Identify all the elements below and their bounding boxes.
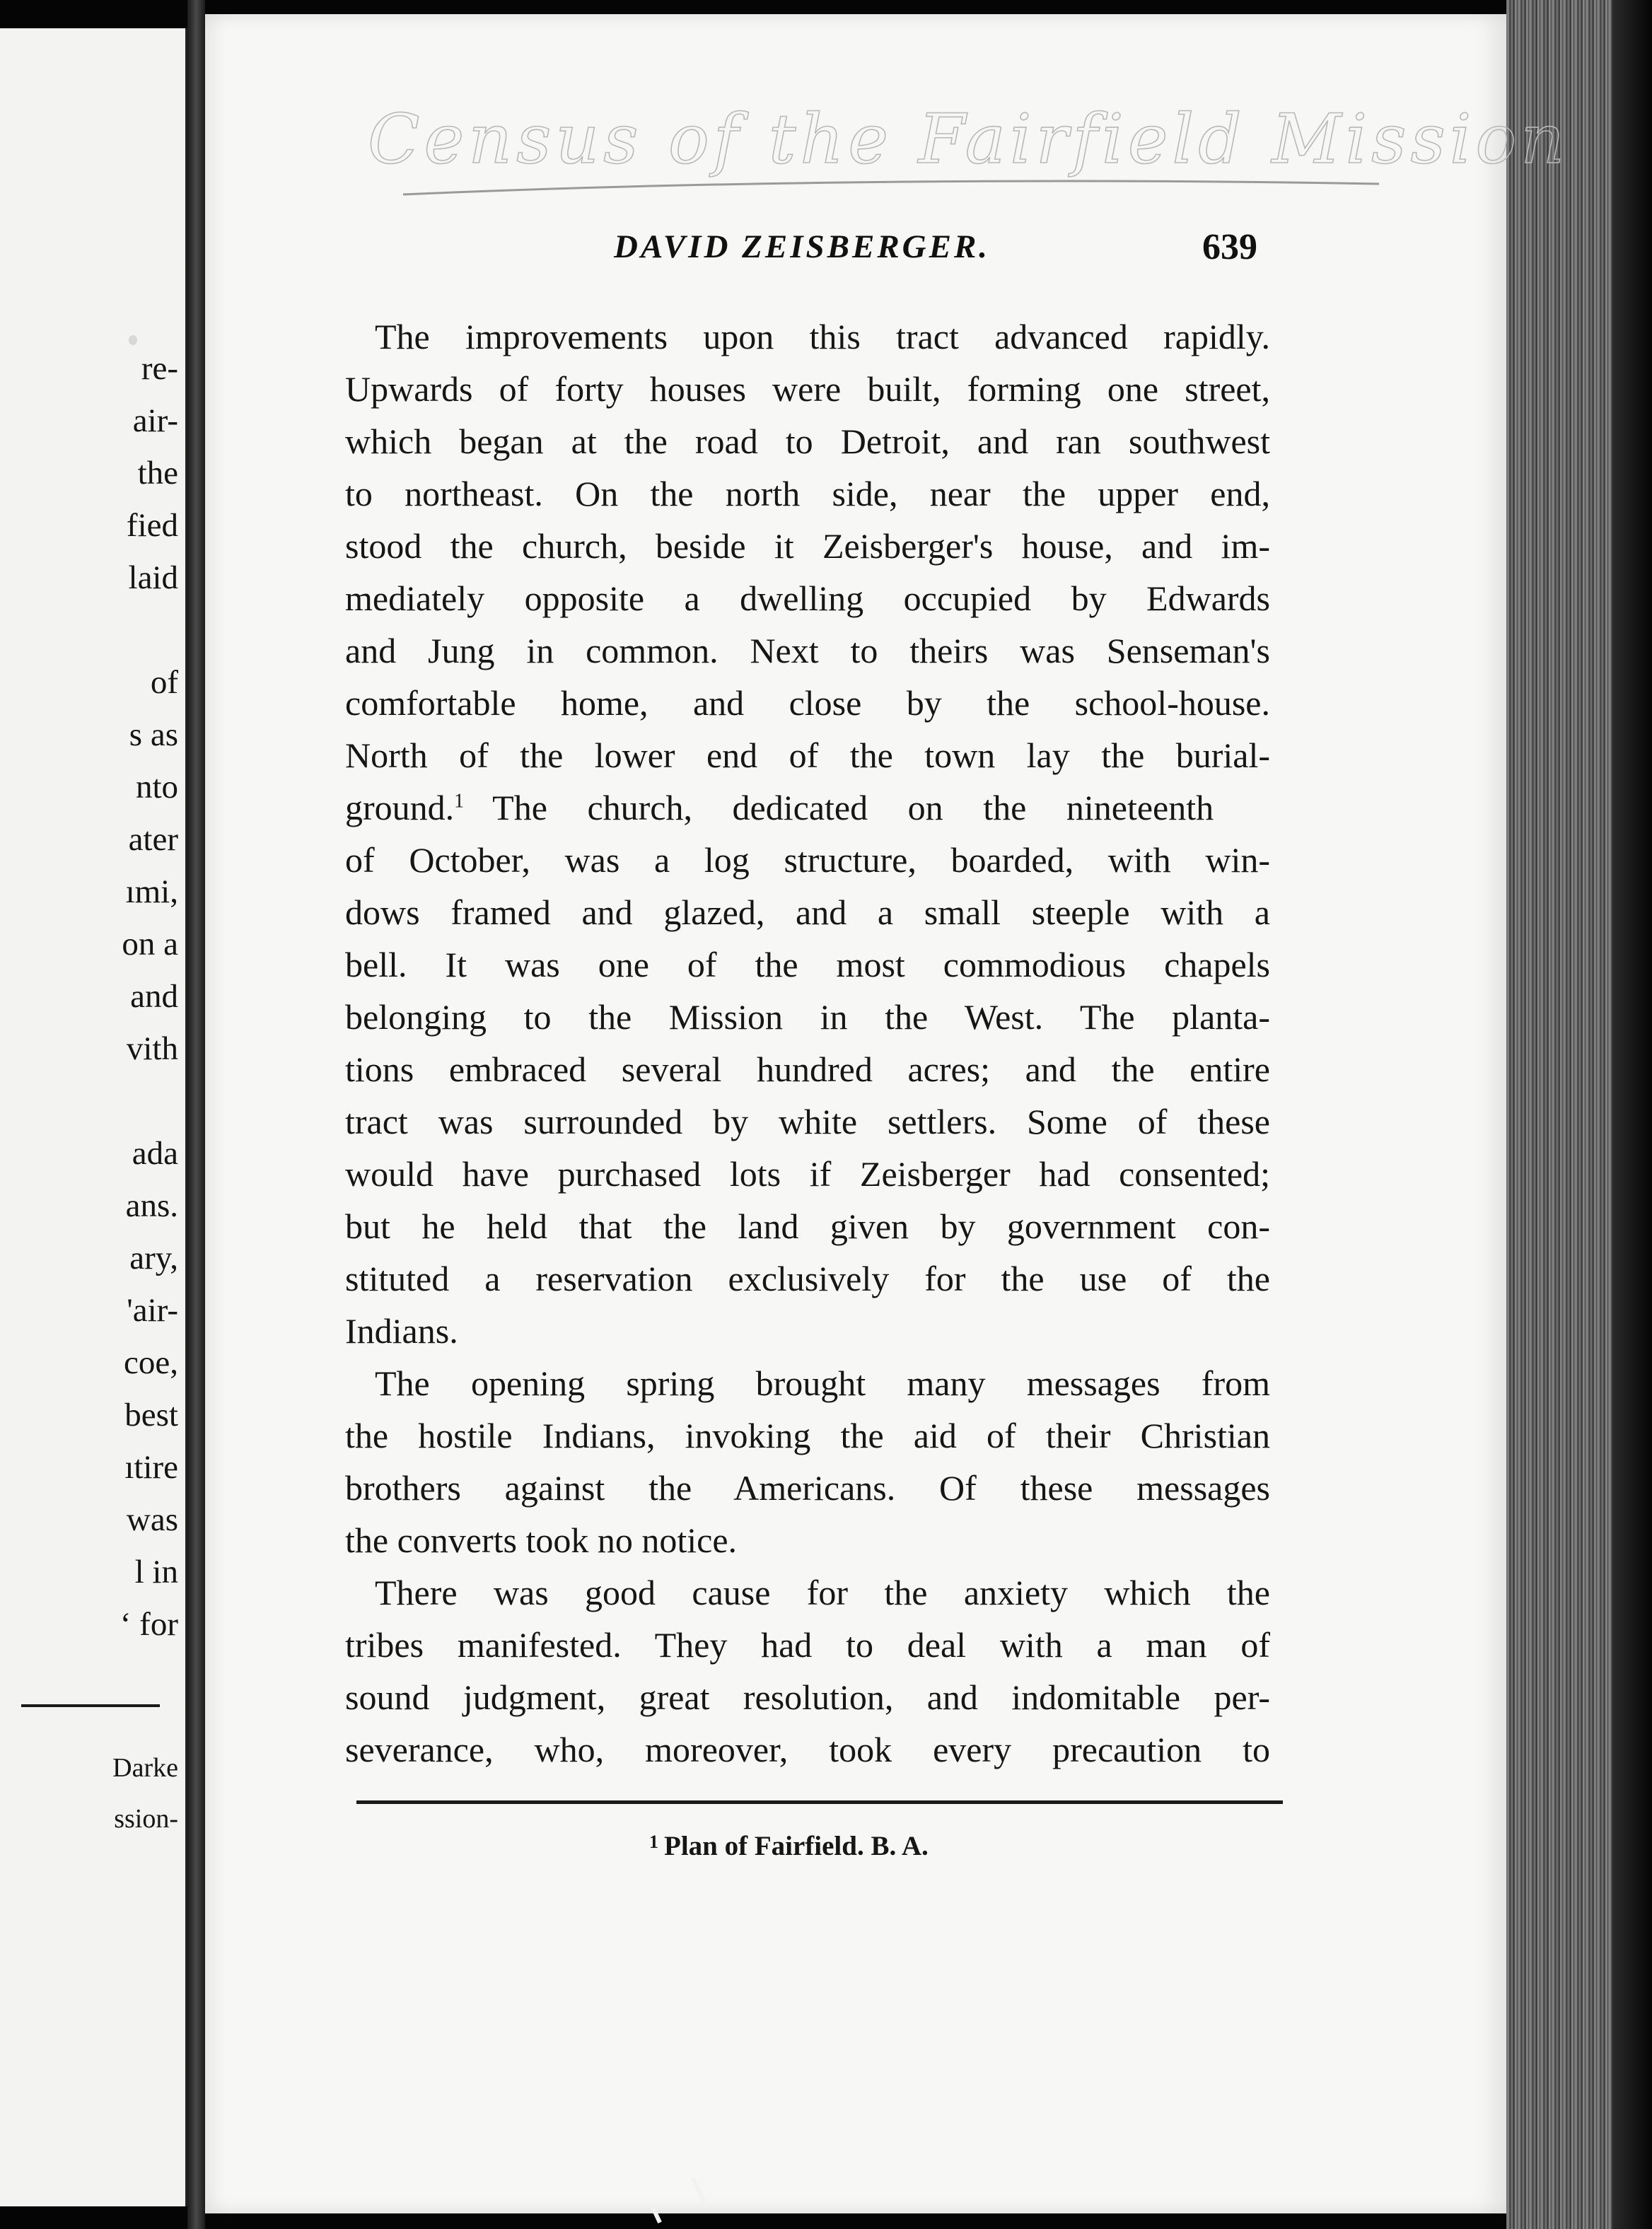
left-line-fragment: ada bbox=[132, 1135, 178, 1172]
running-title: DAVID ZEISBERGER. bbox=[614, 228, 991, 265]
body-line: Indians. bbox=[345, 1311, 458, 1351]
left-line-fragment: fied bbox=[126, 507, 178, 544]
body-line: tions embraced several hundred acres; and the entire bbox=[345, 1049, 1270, 1089]
body-line: comfortable home, and close by the school-house. bbox=[345, 683, 1270, 723]
body-line: tribes manifested. They had to deal with a man of bbox=[345, 1625, 1270, 1665]
body-line: brothers against the Americans. Of these messages bbox=[345, 1468, 1270, 1508]
body-line-with-footnote bbox=[345, 786, 1270, 829]
left-line-fragment: ans. bbox=[125, 1187, 178, 1224]
body-line: the hostile Indians, invoking the aid of their Christian bbox=[345, 1416, 1270, 1455]
page-number: 639 bbox=[1202, 227, 1257, 267]
left-footnote-fragment: Darke bbox=[112, 1753, 178, 1783]
left-line-fragment: the bbox=[137, 455, 178, 491]
body-line: the converts took no notice. bbox=[345, 1520, 738, 1560]
body-line: There was good cause for the anxiety which the bbox=[375, 1573, 1270, 1612]
footnote bbox=[649, 1830, 929, 1862]
body-line: Upwards of forty houses were built, forming one street, bbox=[345, 369, 1270, 409]
handwritten-annotation bbox=[361, 78, 1569, 219]
left-line-fragment: ater bbox=[128, 821, 178, 858]
body-line: North of the lower end of the town lay the burial- bbox=[345, 735, 1270, 775]
body-line: and Jung in common. Next to theirs was Senseman's bbox=[345, 631, 1270, 670]
left-line-fragment: laid bbox=[128, 559, 178, 596]
body-line: stituted a reservation exclusively for the use of the bbox=[345, 1259, 1270, 1298]
body-line: to northeast. On the north side, near the upper end, bbox=[345, 474, 1270, 513]
body-line: which began at the road to Detroit, and ran southwest bbox=[345, 421, 1270, 461]
body-line: The improvements upon this tract advanced rapidly. bbox=[375, 317, 1270, 356]
edge-mark bbox=[129, 335, 137, 345]
body-line: belonging to the Mission in the West. The planta- bbox=[345, 997, 1270, 1037]
footnote-text: Plan of Fairfield. B. A. bbox=[664, 1831, 929, 1861]
left-line-fragment: best bbox=[124, 1397, 178, 1433]
body-line: bell. It was one of the most commodious chapels bbox=[345, 945, 1270, 984]
left-line-fragment: nto bbox=[135, 769, 178, 805]
left-line-fragment: ‘ for bbox=[120, 1606, 178, 1643]
body-line-rest: The church, dedicated on the nineteenth bbox=[492, 788, 1214, 827]
handwriting-text: Census of the Fairfield Mission bbox=[368, 100, 1569, 179]
body-line: dows framed and glazed, and a small steeple with a bbox=[345, 892, 1270, 932]
body-line: would have purchased lots if Zeisberger had consented; bbox=[345, 1154, 1270, 1194]
left-line-fragment: air- bbox=[132, 402, 178, 439]
body-line-start: ground. bbox=[345, 788, 455, 827]
left-footnote-fragment: ssion- bbox=[114, 1804, 178, 1834]
footnote-rule bbox=[356, 1800, 1283, 1804]
body-line: sound judgment, great resolution, and indomitable per- bbox=[345, 1677, 1270, 1717]
body-line: mediately opposite a dwelling occupied by Edwards bbox=[345, 578, 1270, 618]
body-line: of October, was a log structure, boarded, with win- bbox=[345, 840, 1270, 880]
left-line-fragment: s as bbox=[129, 716, 178, 753]
left-line-fragment: ıtire bbox=[124, 1449, 178, 1486]
left-line-fragment: 'air- bbox=[127, 1292, 178, 1329]
body-line: stood the church, beside it Zeisberger's house, and im- bbox=[345, 526, 1270, 566]
left-line-fragment: ary, bbox=[129, 1240, 178, 1276]
left-line-fragment: ımi, bbox=[125, 873, 178, 910]
left-footnote-rule bbox=[21, 1704, 160, 1707]
book-gutter bbox=[187, 0, 205, 2229]
footnote-reference: 1 bbox=[454, 790, 465, 813]
left-line-fragment: on a bbox=[122, 926, 178, 962]
left-line-fragment: was bbox=[126, 1501, 178, 1538]
body-line: The opening spring brought many messages from bbox=[375, 1363, 1270, 1403]
left-page-fragment bbox=[0, 28, 187, 2206]
left-line-fragment: vith bbox=[126, 1030, 178, 1067]
body-line: severance, who, moreover, took every precaution to bbox=[345, 1730, 1270, 1769]
left-line-fragment: of bbox=[150, 664, 178, 701]
left-line-fragment: l in bbox=[134, 1554, 178, 1590]
body-line: tract was surrounded by white settlers. Some of these bbox=[345, 1102, 1270, 1141]
footnote-marker: 1 bbox=[649, 1832, 658, 1852]
left-line-fragment: and bbox=[130, 978, 178, 1015]
body-line: but he held that the land given by government con- bbox=[345, 1206, 1270, 1246]
left-line-fragment: re- bbox=[141, 350, 178, 387]
page-edges bbox=[1506, 0, 1652, 2229]
left-line-fragment: coe, bbox=[124, 1344, 178, 1381]
